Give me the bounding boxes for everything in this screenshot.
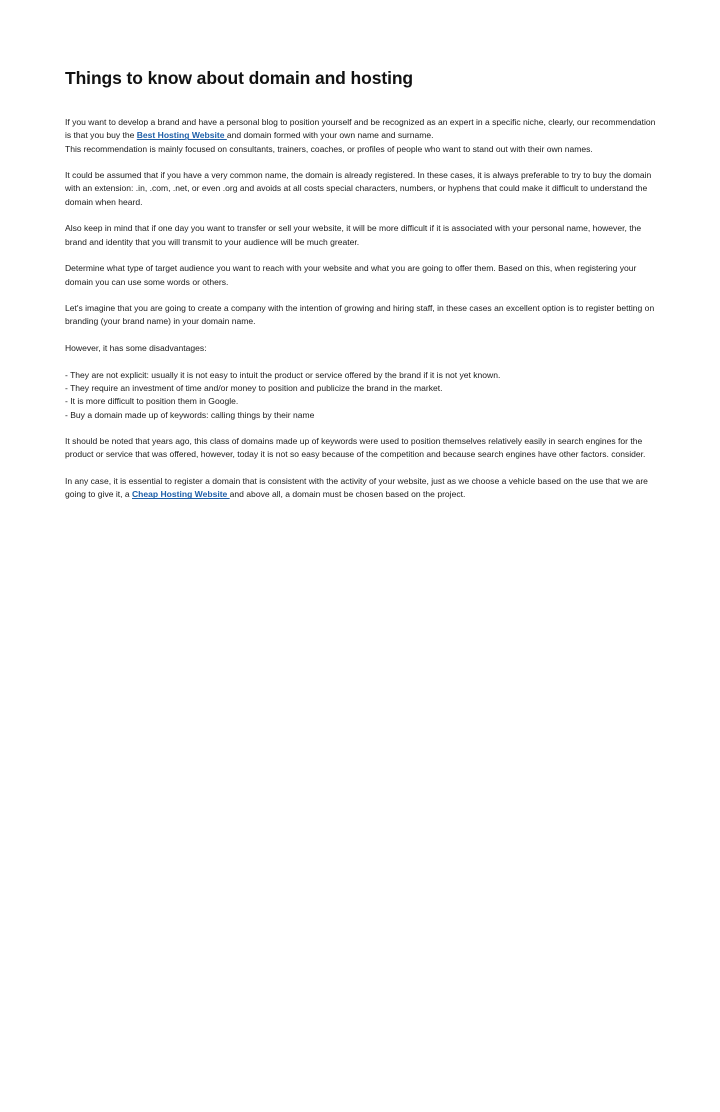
- list-item: - Buy a domain made up of keywords: calling things by their name: [65, 409, 315, 420]
- document-page: [65, 66, 660, 515]
- paragraph-4: Determine what type of target audience you want to reach with your website and what you are going to offer them. Based on this, when registering your domain you can use some words or others.: [65, 263, 637, 287]
- list-item: - They require an investment of time and/or money to position and publicize the brand in the market.: [65, 382, 443, 393]
- paragraph-8-text-before-link: In any case, it is essential to register a domain that is consistent with the activity of your website, just as we choose a vehicle based on the use that we are going to give it, a: [65, 476, 648, 500]
- paragraph-6: However, it has some disadvantages:: [65, 343, 207, 354]
- paragraph-7: It should be noted that years ago, this class of domains made up of keywords were used to position themselves relatively easily in search engines for the product or service that was offered, however, today it is not so easy because of the competition and because search engines have other factors. consider.: [65, 436, 646, 460]
- list-item: - It is more difficult to position them in Google.: [65, 396, 239, 407]
- paragraph-5: Let's imagine that you are going to create a company with the intention of growing and hiring staff, in these cases an excellent option is to register betting on branding (your brand name) in your domain name.: [65, 303, 655, 327]
- paragraph-1-line-2: This recommendation is mainly focused on consultants, trainers, coaches, or profiles of people who want to stand out with their own names.: [65, 143, 593, 154]
- cheap-hosting-website-link[interactable]: Cheap Hosting Website: [132, 489, 230, 500]
- disadvantages-list: [65, 369, 660, 422]
- paragraph-3: Also keep in mind that if one day you want to transfer or sell your website, it will be more difficult if it is associated with your personal name, however, the brand and identity that you will transmit to your audience will be much greater.: [65, 223, 642, 247]
- paragraph-2: It could be assumed that if you have a very common name, the domain is already registered. In these cases, it is always preferable to try to buy the domain with an extension: .in, .com, .net, or even .org and avoids at all costs special characters, numbers, or hyphens that could make it difficult to understand the domain when heard.: [65, 170, 652, 207]
- paragraph-1-text-before-link: If you want to develop a brand and have a personal blog to position yourself and be recognized as an expert in a specific niche, clearly, our recommendation is that you buy the: [65, 117, 656, 141]
- paragraph-8-text-after-link: and above all, a domain must be chosen based on the project.: [229, 489, 466, 500]
- best-hosting-website-link[interactable]: Best Hosting Website: [136, 130, 227, 141]
- page-title: Things to know about domain and hosting: [65, 68, 414, 88]
- list-item: - They are not explicit: usually it is not easy to intuit the product or service offered by the brand if it is not yet known.: [65, 369, 501, 380]
- paragraph-1: [65, 116, 660, 156]
- paragraph-1-text-after-link: and domain formed with your own name and surname.: [226, 130, 434, 141]
- paragraph-8: [65, 475, 660, 502]
